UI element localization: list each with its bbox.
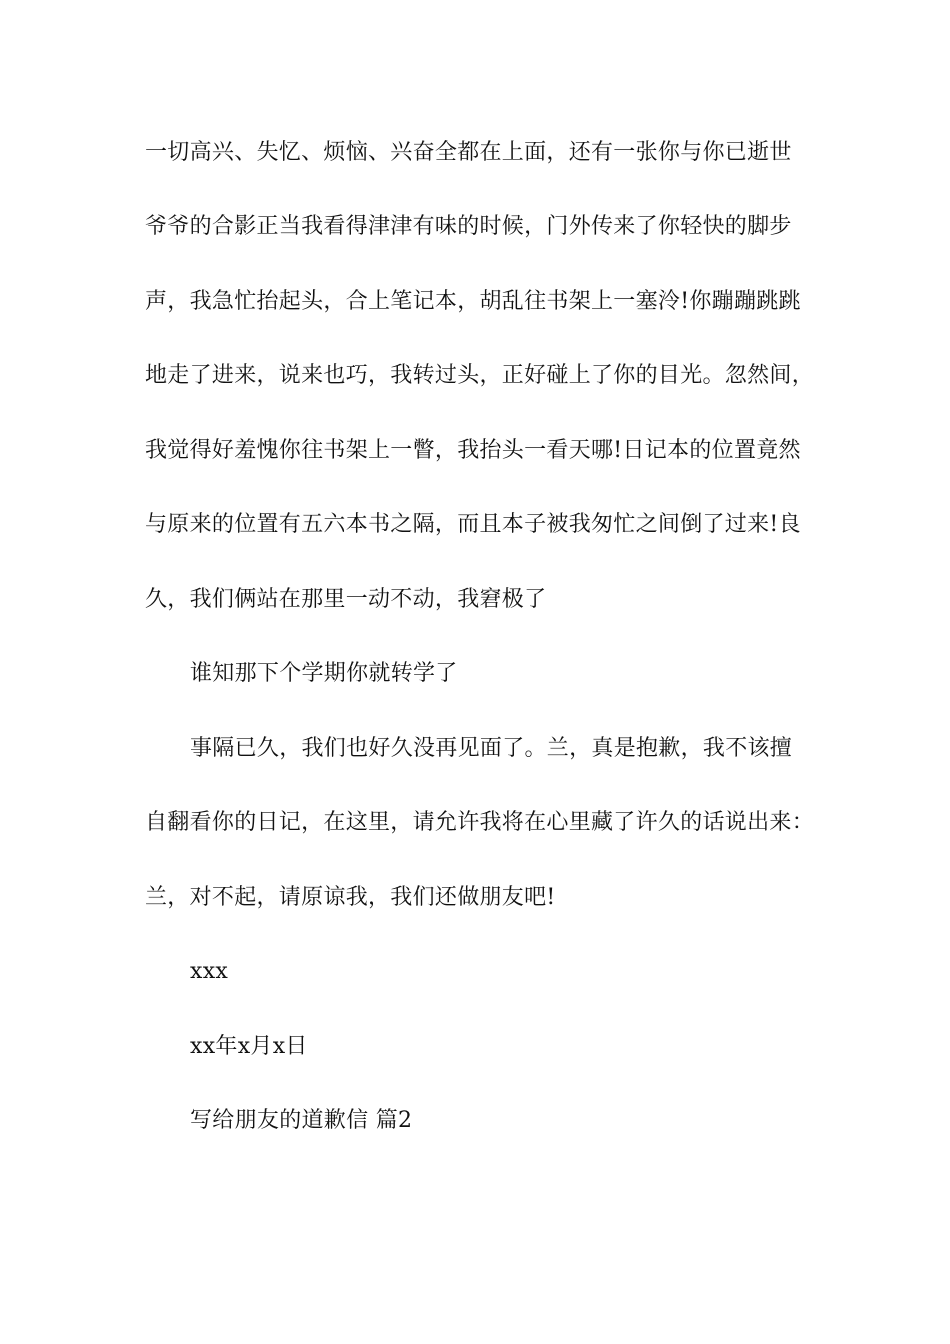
paragraph-line: 谁知那下个学期你就转学了: [190, 661, 458, 686]
paragraph-line: 一切高兴、失忆、烦恼、兴奋全都在上面，还有一张你与你已逝世: [145, 140, 792, 165]
paragraph-line: 自翻看你的日记，在这里，请允许我将在心里藏了许久的话说出来：: [145, 810, 815, 835]
signature-date: xx年x月x日: [190, 1034, 308, 1059]
paragraph-line: 与原来的位置有五六本书之隔，而且本子被我匆忙之间倒了过来!良: [145, 512, 801, 537]
paragraph-line: 事隔已久，我们也好久没再见面了。兰，真是抱歉，我不该擅: [190, 736, 793, 761]
paragraph-line: 久，我们俩站在那里一动不动，我窘极了: [145, 587, 547, 612]
signature-name: xxx: [190, 959, 229, 984]
paragraph-line: 声，我急忙抬起头，合上笔记本，胡乱往书架上一塞泠!你蹦蹦跳跳: [145, 289, 801, 314]
paragraph-line: 兰，对不起，请原谅我，我们还做朋友吧!: [145, 885, 556, 910]
section-heading: 写给朋友的道歉信 篇2: [190, 1108, 413, 1133]
paragraph-line: 爷爷的合影正当我看得津津有味的时候，门外传来了你轻快的脚步: [145, 214, 792, 239]
paragraph-line: 地走了进来，说来也巧，我转过头，正好碰上了你的目光。忽然间，: [145, 363, 815, 388]
paragraph-line: 我觉得好羞愧你往书架上一瞥，我抬头一看天哪!日记本的位置竟然: [145, 438, 801, 463]
